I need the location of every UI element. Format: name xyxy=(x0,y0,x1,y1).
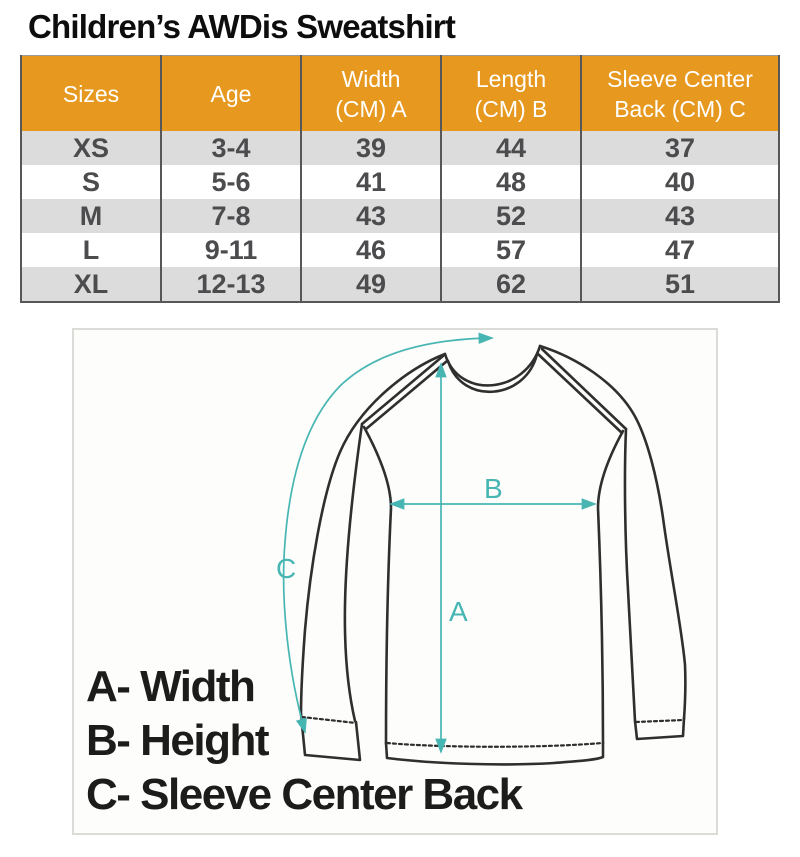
table-header xyxy=(21,56,779,132)
label-b: B xyxy=(484,473,503,504)
measurement-diagram xyxy=(72,328,718,835)
table-cell: 43 xyxy=(581,199,779,233)
table-cell: 57 xyxy=(441,233,581,267)
table-header-cell xyxy=(161,56,301,132)
header-line: Width xyxy=(341,65,401,92)
table-header-cell xyxy=(441,56,581,132)
legend-line-a: A- Width xyxy=(86,662,255,711)
table-cell: 39 xyxy=(301,131,441,165)
header-line: Back (CM) C xyxy=(614,95,746,122)
header-line: Sizes xyxy=(62,80,120,107)
table-row xyxy=(21,165,779,199)
header-line: Sleeve Center xyxy=(607,65,753,92)
size-chart-table xyxy=(20,55,780,303)
header-line: Age xyxy=(210,80,252,107)
table-cell: XS xyxy=(72,133,110,163)
legend-line-b: B- Height xyxy=(86,716,269,765)
header-line: (CM) B xyxy=(474,95,548,122)
table-cell: 51 xyxy=(581,267,779,302)
table-cell: 49 xyxy=(301,267,441,302)
label-a: A xyxy=(449,596,468,627)
table-cell: 9-11 xyxy=(161,233,301,267)
page-title: Children’s AWDis Sweatshirt xyxy=(28,8,456,45)
table-cell: 7-8 xyxy=(161,199,301,233)
header-line: (CM) A xyxy=(335,95,407,122)
header-line: Length xyxy=(475,65,547,92)
legend xyxy=(86,660,522,822)
table-cell: 48 xyxy=(441,165,581,199)
table-cell: 37 xyxy=(581,131,779,165)
table-row xyxy=(21,199,779,233)
table-cell: 40 xyxy=(581,165,779,199)
table-cell: 46 xyxy=(301,233,441,267)
table-cell: 62 xyxy=(441,267,581,302)
table-body xyxy=(21,131,779,302)
table-cell: 5-6 xyxy=(161,165,301,199)
legend-line-c: C- Sleeve Center Back xyxy=(86,770,522,819)
table-cell: 52 xyxy=(441,199,581,233)
table-cell: 47 xyxy=(581,233,779,267)
table-header-row xyxy=(21,56,779,132)
table-row xyxy=(21,267,779,302)
table-header-cell xyxy=(581,56,779,132)
table-row xyxy=(21,233,779,267)
table-cell: XL xyxy=(73,269,109,299)
table-cell: 43 xyxy=(301,199,441,233)
table-cell: L xyxy=(82,235,100,265)
table-row xyxy=(21,131,779,165)
table-header-cell xyxy=(21,56,161,132)
label-c: C xyxy=(276,553,297,584)
table-cell: M xyxy=(79,201,103,231)
table-cell: S xyxy=(81,167,100,197)
table-cell: 12-13 xyxy=(161,267,301,302)
table-header-cell xyxy=(301,56,441,132)
table-cell: 3-4 xyxy=(161,131,301,165)
table-cell: 44 xyxy=(441,131,581,165)
table-cell: 41 xyxy=(301,165,441,199)
